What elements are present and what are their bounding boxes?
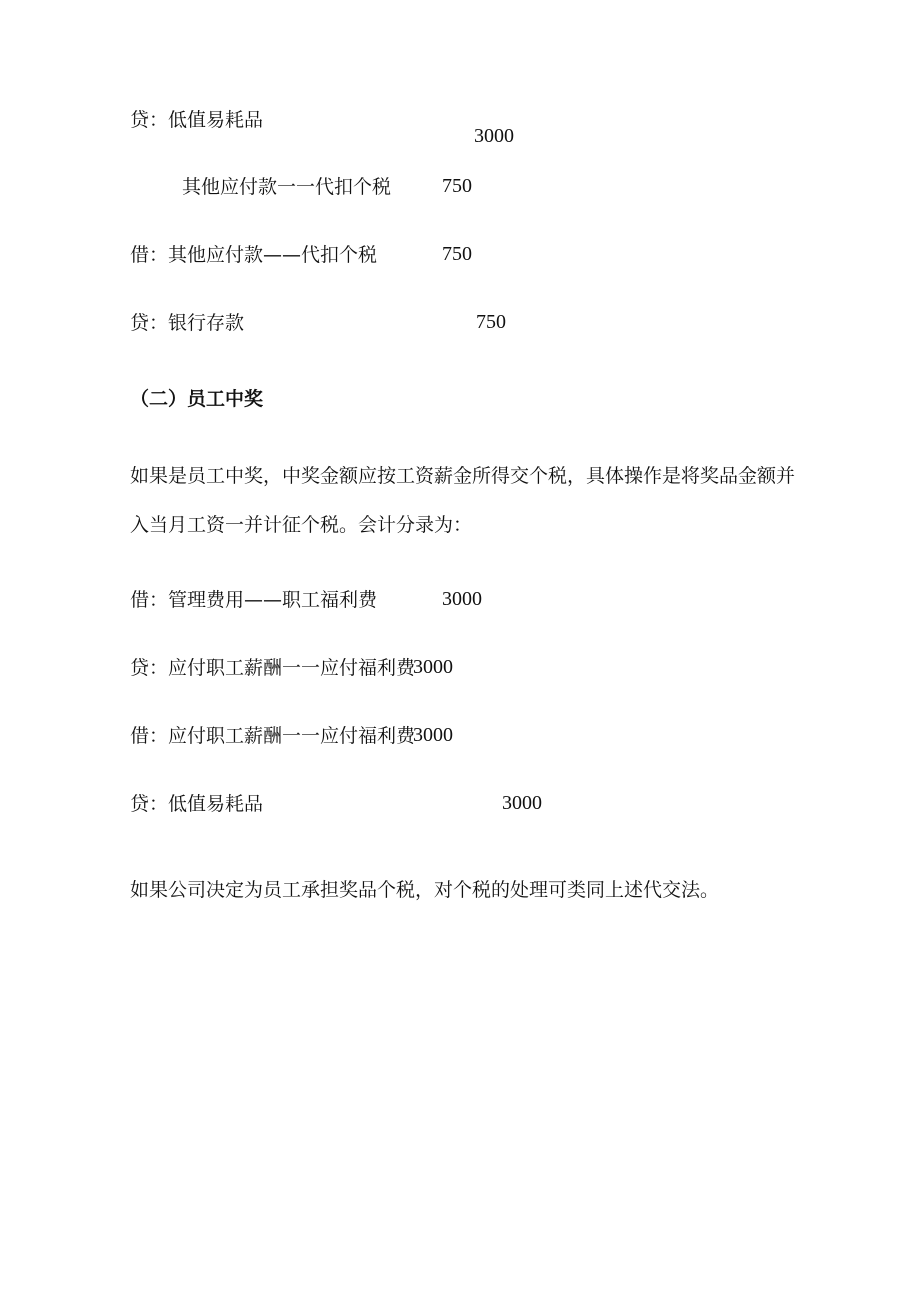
entry-amount: 750 <box>442 175 472 197</box>
entry-account: 其他应付款一一代扣个税 <box>182 176 392 198</box>
section-heading: （二）员工中奖 <box>130 388 264 410</box>
entry-account: 借：其他应付款——代扣个税 <box>130 244 378 266</box>
entry-account: 借：管理费用——职工福利费 <box>130 589 378 611</box>
entry-account: 贷：银行存款 <box>130 312 245 334</box>
paragraph-line: 如果是员工中奖，中奖金额应按工资薪金所得交个税，具体操作是将奖品金额并 <box>130 465 796 487</box>
entry-amount: 3000 <box>502 792 542 814</box>
entry-account: 贷：低值易耗品 <box>130 109 264 131</box>
entry-amount: 3000 <box>442 588 482 610</box>
entry-amount: 750 <box>476 311 506 333</box>
entry-amount: 750 <box>442 243 472 265</box>
entry-account: 贷：应付职工薪酬一一应付福利费 <box>130 657 416 679</box>
entry-amount: 3000 <box>474 125 514 147</box>
entry-amount: 3000 <box>413 724 453 746</box>
paragraph-line: 入当月工资一并计征个税。会计分录为： <box>130 514 473 536</box>
entry-account: 贷：低值易耗品 <box>130 793 264 815</box>
entry-account: 借：应付职工薪酬一一应付福利费 <box>130 725 416 747</box>
paragraph-closing: 如果公司决定为员工承担奖品个税，对个税的处理可类同上述代交法。 <box>130 879 720 901</box>
entry-amount: 3000 <box>413 656 453 678</box>
